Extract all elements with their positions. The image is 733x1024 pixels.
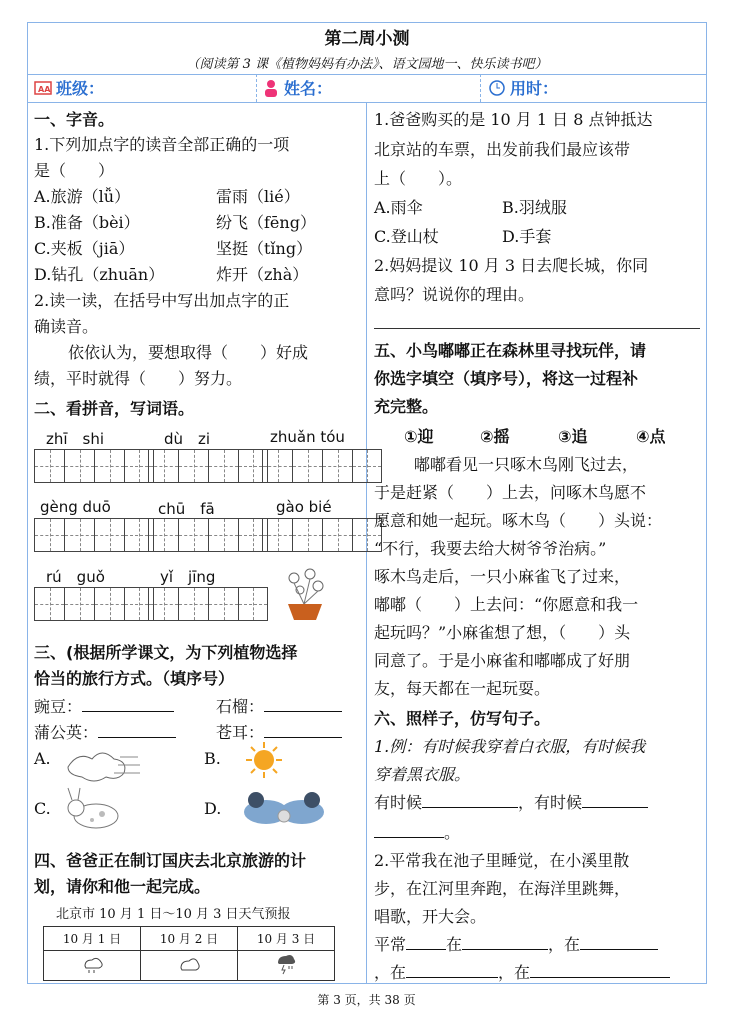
pinyin: chū fā [158,500,215,518]
page-title: 第二周小测 [324,29,410,49]
svg-text:AA: AA [38,84,51,94]
page-subtitle: （阅读第 3 课《植物妈妈有办法》、语文园地一、快乐读书吧） [186,57,548,72]
choice-item: ①迎 [404,427,434,446]
example-sentence: 唱歌，开大会。 [374,907,487,926]
pinyin: zhī shi [46,430,105,448]
option-a[interactable]: A.雨伞 [374,198,423,217]
passage-line: 愿意和她一起玩。啄木鸟（ ）头说： [374,511,663,530]
section5-heading: 五、小鸟嘟嘟正在森林里寻找玩伴，请 [374,341,647,360]
weather-table [43,926,335,981]
divider [27,74,707,75]
plant-label: 蒲公英： [34,723,99,742]
person-icon [262,78,280,98]
answer-line[interactable] [374,328,700,329]
section6-heading: 六、照样子，仿写句子。 [374,709,551,728]
thunderstorm-icon [274,953,298,975]
fill-sentence[interactable] [374,790,648,816]
option-label: B. [204,749,221,768]
rabbit-icon [62,786,132,834]
light-rain-icon [80,954,104,974]
passage-line: 嘟嘟（ ）上去问：“你愿意和我一 [374,595,639,614]
name-field[interactable] [262,76,332,99]
class-icon [34,79,52,97]
pinyin: gào bié [276,498,332,516]
question-text: 绩，平时就得（ ）努力。 [34,369,243,388]
birds-icon [236,786,332,836]
writing-grid[interactable] [148,587,268,621]
pinyin: zhuǎn tóu [270,428,345,446]
section1-heading: 一、字音。 [34,110,115,129]
question-text: 1.爸爸购买的是 10 月 1 日 8 点钟抵达 [374,110,653,129]
section3-heading: 三、(根据所学课文，为下列植物选择 [34,643,298,662]
fill-text: ，在 [498,963,531,982]
fill-sentence[interactable] [374,932,658,958]
table-cell [238,951,335,981]
passage-line: 同意了。于是小麻雀和嘟嘟成了好朋 [374,651,631,670]
plant-label: 豌豆： [34,697,83,716]
question-text: 确读音。 [34,317,99,336]
fill-text: 平常 [374,935,407,954]
writing-grid[interactable] [148,449,268,483]
fill-text: 有时候 [374,793,423,812]
section5-heading: 充完整。 [374,397,439,416]
choice-item: ④点 [636,427,666,446]
table-header: 10 月 2 日 [141,927,238,951]
pinyin: yǐ jīng [160,568,216,586]
option-a[interactable]: A.旅游（lǚ） [34,187,131,206]
pinyin: gèng duō [40,498,111,516]
clock-icon [488,79,506,97]
fill-text: ，在 [374,963,407,982]
fill-text: ，在 [548,935,581,954]
divider [480,74,481,102]
plant-label: 石榴： [216,697,265,716]
time-field[interactable] [488,76,558,99]
sun-icon [244,740,284,780]
option-c[interactable]: C.夹板（jiā） [34,239,135,258]
example-sentence: 1.例：有时候我穿着白衣服，有时候我 [374,737,646,756]
plant-label: 苍耳： [216,723,265,742]
name-label: 姓名： [284,79,333,98]
option-b-2: 纷飞（fēng） [216,213,316,232]
question-text: 北京站的车票，出发前我们最应该带 [374,140,631,159]
fill-text: 。 [444,823,461,842]
fill-sentence[interactable] [374,960,670,986]
choice-item: ②摇 [480,427,510,446]
divider [256,74,257,102]
question-text: 1.下列加点字的读音全部正确的一项 [34,135,290,154]
section2-heading: 二、看拼音，写词语。 [34,399,195,418]
option-b[interactable]: B.准备（bèi） [34,213,140,232]
time-label: 用时： [510,79,559,98]
question-text: 是（ ） [34,161,115,180]
table-header: 10 月 3 日 [238,927,335,951]
table-cell [141,951,238,981]
question-text: 2.读一读，在括号中写出加点字的正 [34,291,290,310]
option-c[interactable]: C.登山杖 [374,227,439,246]
writing-grid[interactable] [34,587,154,621]
writing-grid[interactable] [34,518,154,552]
example-sentence: 2.平常我在池子里睡觉，在小溪里散 [374,851,630,870]
class-label: 班级： [56,79,105,98]
cloudy-icon [177,954,201,974]
option-d[interactable]: D.手套 [502,227,552,246]
passage-line: 嘟嘟看见一只啄木鸟刚飞过去， [414,455,639,474]
fill-item[interactable] [216,694,342,720]
option-b[interactable]: B.羽绒服 [502,198,567,217]
fill-text: ，有时候 [518,793,583,812]
divider [27,102,707,103]
table-title: 北京市 10 月 1 日～10 月 3 日天气预报 [56,907,291,922]
question-text: 上（ ）。 [374,169,463,188]
example-sentence: 步，在江河里奔跑，在海洋里跳舞， [374,879,631,898]
fill-sentence[interactable] [374,820,460,846]
pinyin: rú guǒ [46,568,105,586]
passage-line: 啄木鸟走后，一只小麻雀飞了过来， [374,567,631,586]
writing-grid[interactable] [262,449,382,483]
option-a-2: 雷雨（lié） [216,187,300,206]
question-text: 意吗？说说你的理由。 [374,285,535,304]
option-c-2: 坚挺（tǐng） [216,239,313,258]
choice-item: ③追 [558,427,588,446]
passage-line: “不行，我要去给大树爷爷治病。” [374,539,607,558]
passage-line: 于是赶紧（ ）上去，问啄木鸟愿不 [374,483,647,502]
fill-item[interactable] [34,694,174,720]
fill-text: 在 [446,935,463,954]
pinyin: dù zi [164,430,211,448]
example-sentence: 穿着黑衣服。 [374,765,471,784]
writing-grid[interactable] [148,518,268,552]
page-footer: 第 3 页，共 38 页 [317,993,416,1007]
section4-heading: 划，请你和他一起完成。 [34,877,211,896]
question-text: 依依认为，要想取得（ ）好成 [68,343,309,362]
section5-heading: 你选字填空（填序号），将这一过程补 [374,369,639,388]
wind-icon [62,745,144,785]
question-text: 2.妈妈提议 10 月 3 日去爬长城，你同 [374,256,649,275]
passage-line: 友，每天都在一起玩耍。 [374,679,551,698]
section3-heading: 恰当的旅行方式。（填序号） [34,669,235,688]
option-label: A. [34,749,51,768]
fill-item[interactable] [34,720,176,746]
option-label: C. [34,799,51,818]
flower-pot-icon [280,566,330,622]
passage-line: 起玩吗？”小麻雀想了想，（ ）头 [374,623,631,642]
option-d-2: 炸开（zhà） [216,265,309,284]
writing-grid[interactable] [34,449,154,483]
option-d[interactable]: D.钻孔（zhuān） [34,265,165,284]
table-cell [44,951,141,981]
writing-grid[interactable] [262,518,382,552]
section4-heading: 四、爸爸正在制订国庆去北京旅游的计 [34,851,307,870]
table-header: 10 月 1 日 [44,927,141,951]
option-label: D. [204,799,222,818]
class-field[interactable] [34,76,104,99]
